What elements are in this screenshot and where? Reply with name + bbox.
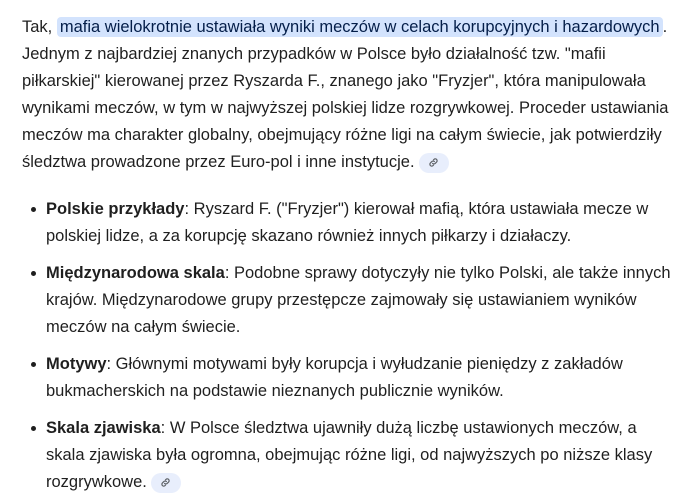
point-text: : Ryszard F. ("Fryzjer") kierował mafią, która ustawiała mecze w polskiej lidze, a za korupcję skazano również innych piłkarzy i działaczy. [46,200,649,245]
list-item-motives [46,351,678,405]
point-title: Skala zjawiska [46,419,161,437]
link-icon [160,477,171,488]
source-link-chip[interactable] [419,153,449,173]
list-item-international-scale [46,260,678,341]
intro-text: . Jednym z najbardziej znanych przypadków w Polsce było działalność tzw. "mafii piłkarskiej" kierowanej przez Ryszarda F., znanego jako "Fryzjer", która manipulowała wynikami meczów, w tym w najwyższej polskiej lidze rozgrywkowej. Proceder ustawiania meczów ma charakter globalny, obejmujący różne ligi na całym świecie, jak potwierdziły śledztwa prowadzone przez Euro-pol i inne instytucje. [22,18,669,171]
list-item-scale-of-phenomenon [46,415,678,496]
highlighted-answer[interactable]: mafia wielokrotnie ustawiała wyniki meczów w celach korupcyjnych i hazardowych [57,17,663,37]
point-text: : W Polsce śledztwa ujawniły dużą liczbę ustawionych meczów, a skala zjawiska była ogromna, obejmując różne ligi, od najwyższych po niższe klasy rozgrywkowe. [46,419,653,491]
source-link-chip[interactable] [151,473,181,493]
key-points-list [22,196,678,496]
intro-prefix: Tak, [22,18,57,36]
point-title: Międzynarodowa skala [46,264,225,282]
point-title: Polskie przykłady [46,200,185,218]
point-title: Motywy [46,355,107,373]
link-icon [428,157,439,168]
list-item-polish-examples [46,196,678,250]
point-text: : Podobne sprawy dotyczyły nie tylko Polski, ale także innych krajów. Międzynarodowe grupy przestępcze zajmowały się ustawianiem wyników meczów na całym świecie. [46,264,671,336]
intro-paragraph [22,14,678,176]
point-text: : Głównymi motywami były korupcja i wyłudzanie pieniędzy z zakładów bukmacherskich na podstawie nieznanych publicznie wyników. [46,355,623,400]
